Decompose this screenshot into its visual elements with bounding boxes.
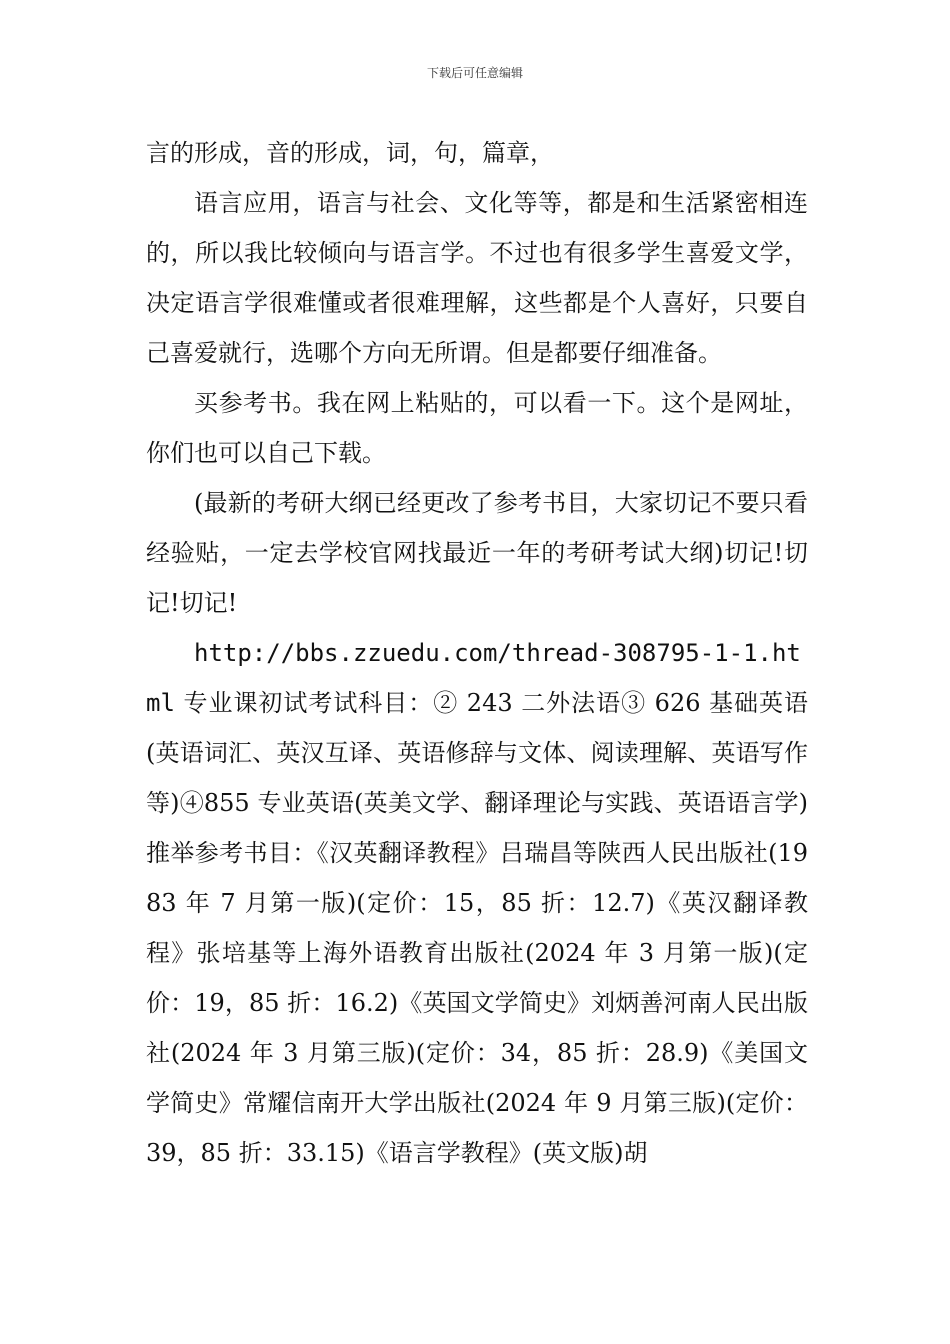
paragraph-3: 买参考书。我在网上粘贴的，可以看一下。这个是网址，你们也可以自己下载。: [146, 389, 808, 467]
paragraph-1: 言的形成，音的形成，词，句，篇章，: [146, 139, 554, 167]
paragraph-2: 语言应用，语言与社会、文化等等，都是和生活紧密相连的，所以我比较倾向与语言学。不过也有很多学生喜爱文学，决定语言学很难懂或者很难理解，这些都是个人喜好，只要自己喜爱就行，选哪个方向无所谓。但是都要仔细准备。: [146, 189, 808, 367]
forum-url-link[interactable]: http://bbs.zzuedu.com/thread-308795-1-1.html: [146, 639, 801, 717]
paragraph-4: (最新的考研大纲已经更改了参考书目，大家切记不要只看经验贴，一定去学校官网找最近一年的考研考试大纲)切记!切记!切记!: [146, 489, 808, 617]
document-body: [146, 128, 808, 1178]
paragraph-5-text: 专业课初试考试科目：② 243 二外法语③ 626 基础英语(英语词汇、英汉互译、英语修辞与文体、阅读理解、英语写作等)④855 专业英语(英美文学、翻译理论与实践、英语语言学)推举参考书目：《汉英翻译教程》吕瑞昌等陕西人民出版社(1983 年 7 月第一版)(定价：15，85 折：12.7)《英汉翻译教程》张培基等上海外语教育出版社(2024 年 3 月第一版)(定价：19，85 折：16.2)《英国文学简史》刘炳善河南人民出版社(2024 年 3 月第三版)(定价：34，85 折：28.9)《美国文学简史》常耀信南开大学出版社(2024 年 9 月第三版)(定价：39，85 折：33.15)《语言学教程》(英文版)胡: [146, 689, 808, 1167]
page-header: 下载后可任意编辑: [426, 66, 523, 80]
paragraph-5: [146, 628, 808, 1178]
